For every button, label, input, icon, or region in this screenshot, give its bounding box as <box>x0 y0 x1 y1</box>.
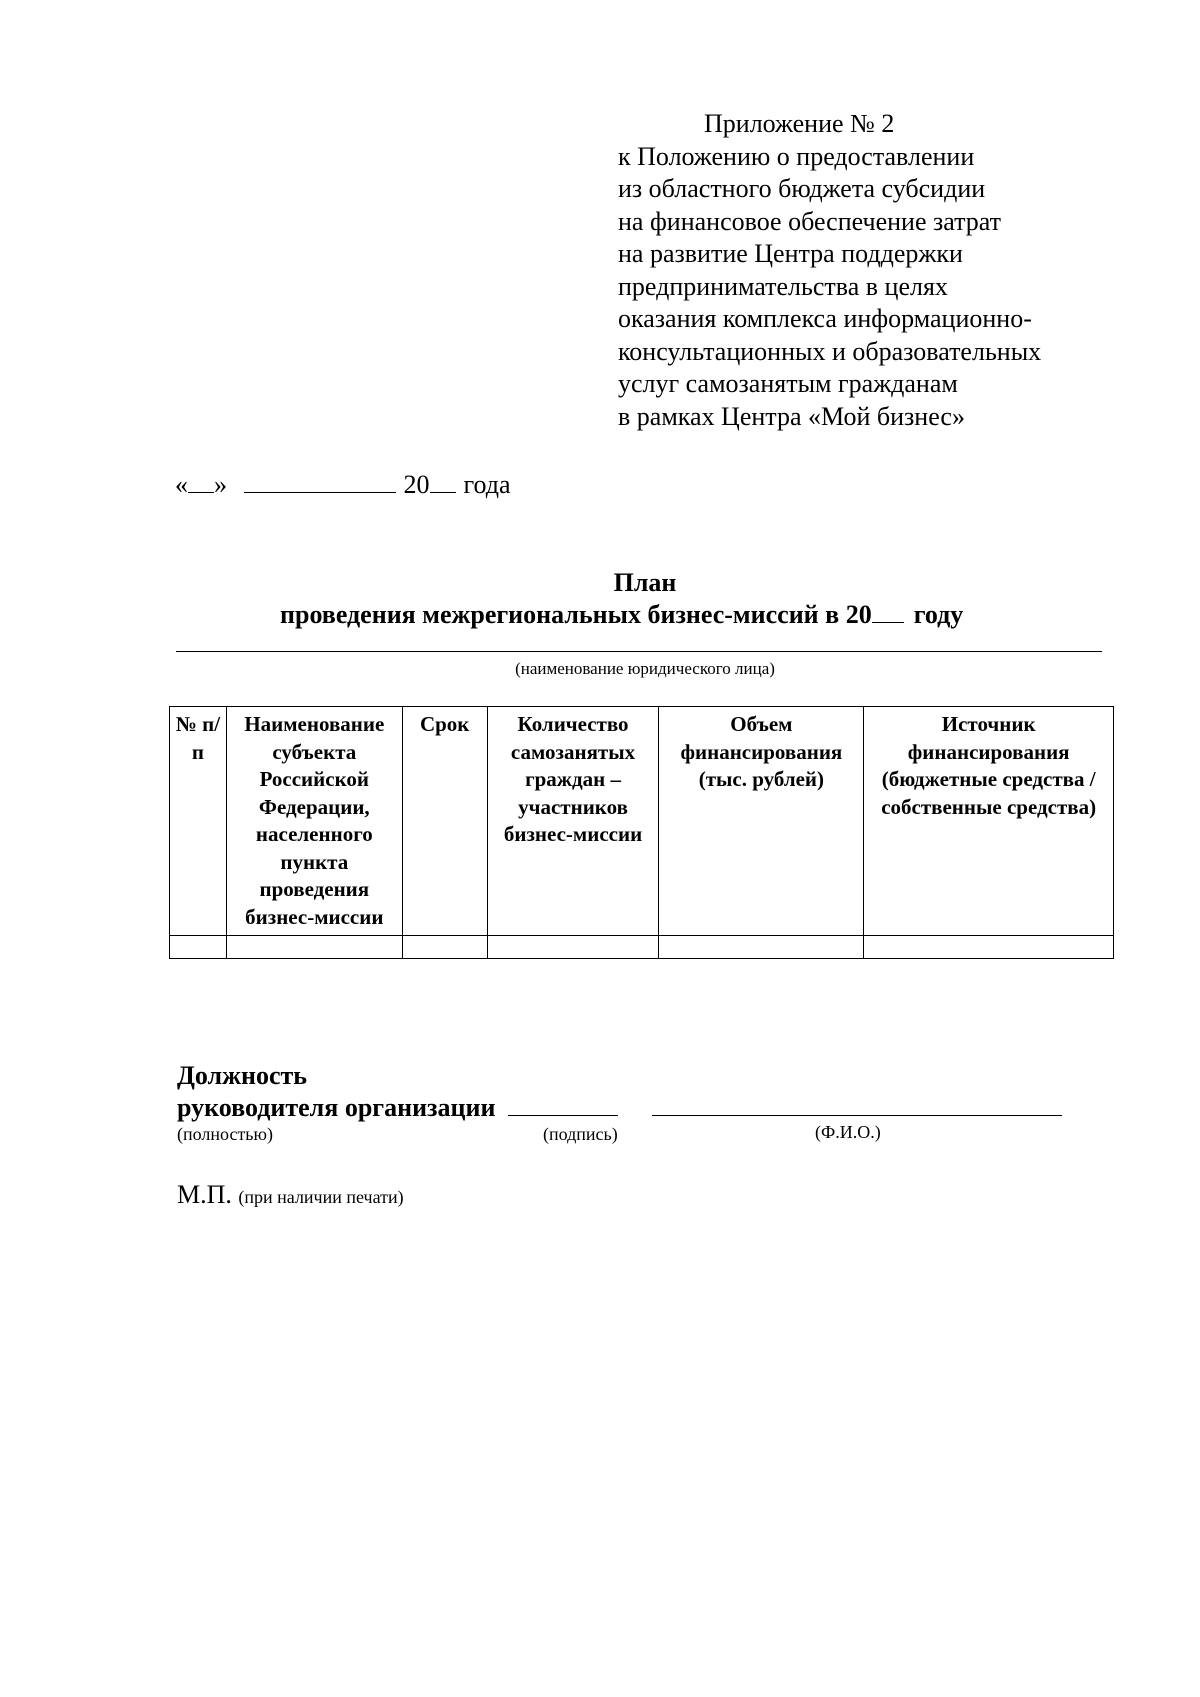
stamp-line <box>177 1180 404 1210</box>
caption-signature: (подпись) <box>543 1124 618 1144</box>
table-cell[interactable] <box>659 936 864 959</box>
position-line-2: руководителя организации <box>177 1093 496 1122</box>
date-close-quote: » <box>214 470 227 499</box>
position-line-1: Должность <box>177 1061 308 1090</box>
subtitle-suffix: году <box>913 600 964 629</box>
appendix-line: из областного бюджета субсидии <box>618 174 986 203</box>
signature-blank[interactable] <box>508 1095 618 1116</box>
appendix-line: оказания комплекса информационно- <box>618 304 1032 333</box>
column-header-number: № п/п <box>170 707 227 936</box>
table-row <box>170 936 1114 959</box>
year-blank[interactable] <box>430 472 456 493</box>
entity-caption: (наименование юридического лица) <box>515 659 775 678</box>
stamp-label: М.П. <box>177 1180 232 1209</box>
caption-full: (полностью) <box>177 1124 273 1144</box>
appendix-block <box>618 108 1041 433</box>
appendix-title: Приложение № 2 <box>704 109 895 138</box>
appendix-line: услуг самозанятым гражданам <box>618 369 958 398</box>
stamp-note: (при наличии печати) <box>238 1187 404 1207</box>
signature-block <box>177 1060 1062 1124</box>
table-header-row <box>170 707 1114 936</box>
document-title: План <box>613 568 677 597</box>
year-suffix: года <box>463 470 511 499</box>
table-cell[interactable] <box>864 936 1114 959</box>
table-cell[interactable] <box>487 936 659 959</box>
table-cell[interactable] <box>402 936 487 959</box>
column-header-funding-source: Источник финансирования (бюджетные средства / собственные средства) <box>864 707 1114 936</box>
day-blank[interactable] <box>188 472 214 493</box>
date-open-quote: « <box>175 470 188 499</box>
appendix-line: на развитие Центра поддержки <box>618 239 963 268</box>
appendix-line: предпринимательства в целях <box>618 271 948 301</box>
appendix-line: в рамках Центра «Мой бизнес» <box>618 401 965 431</box>
entity-name-line[interactable] <box>176 651 1102 652</box>
month-blank[interactable] <box>244 472 396 493</box>
plan-table <box>169 706 1114 959</box>
column-header-region: Наименование субъекта Российской Федерации, населенного пункта проведения бизнес-миссии <box>226 707 402 936</box>
year-prefix: 20 <box>403 470 430 499</box>
appendix-line: на финансовое обеспечение затрат <box>618 206 1002 236</box>
full-name-blank[interactable] <box>652 1095 1062 1116</box>
date-line <box>175 470 511 500</box>
column-header-funding-amount: Объем финансирования (тыс. рублей) <box>659 707 864 936</box>
table-cell[interactable] <box>226 936 402 959</box>
year-blank[interactable] <box>872 602 904 623</box>
caption-name: (Ф.И.О.) <box>815 1122 881 1142</box>
appendix-line: к Положению о предоставлении <box>618 141 975 171</box>
appendix-line: консультационных и образовательных <box>618 336 1042 366</box>
table-cell[interactable] <box>170 936 227 959</box>
column-header-participants: Количество самозанятых граждан – участников бизнес-миссии <box>487 707 659 936</box>
column-header-term: Срок <box>402 707 487 936</box>
subtitle-prefix: проведения межрегиональных бизнес-миссий в 20 <box>280 600 872 629</box>
document-subtitle <box>280 600 963 630</box>
